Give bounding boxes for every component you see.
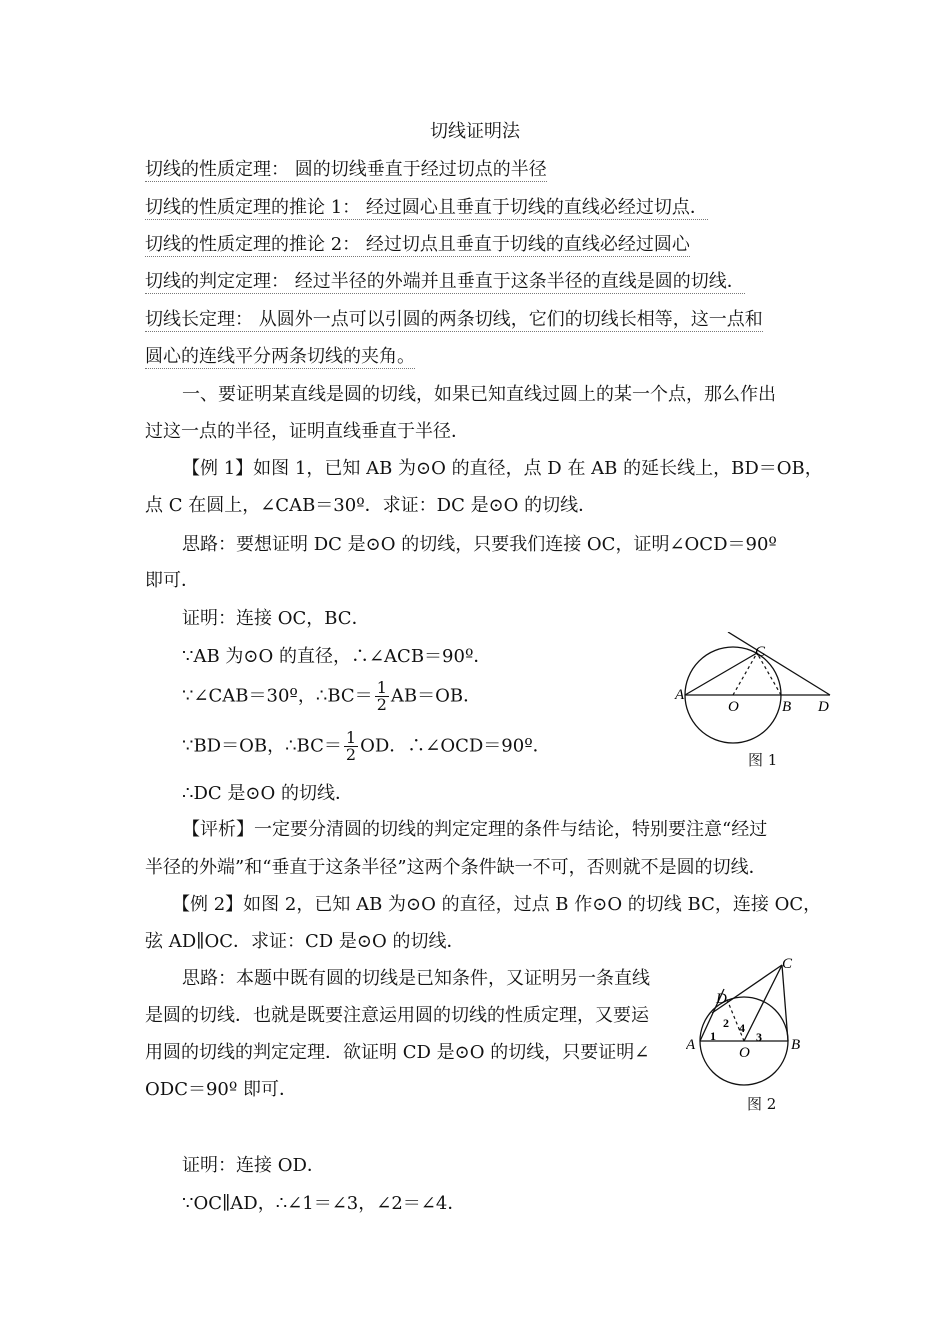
tangent-bc: [782, 965, 788, 1041]
chord-ac: [685, 653, 757, 695]
figure-2-caption: 图 2: [747, 1095, 777, 1113]
example2-line: ∵OC∥AD，∴∠1＝∠3，∠2＝∠4．: [182, 1193, 466, 1214]
example1-line: 证明：连接 OC，BC．: [182, 608, 370, 629]
figure-1-caption: 图 1: [748, 751, 778, 769]
example2-line: 是圆的切线．也就是既要注意运用圆的切线的性质定理，又要运: [145, 1005, 649, 1026]
definition-line: 圆心的连线平分两条切线的夹角。: [145, 346, 415, 367]
example2-line: ODC＝90º 即可．: [145, 1079, 298, 1100]
example2-line: 思路：本题中既有圆的切线是已知条件，又证明另一条直线: [182, 968, 650, 989]
example2-line: 【例 2】如图 2，已知 AB 为⊙O 的直径，过点 B 作⊙O 的切线 BC，连接 OC，: [172, 894, 822, 915]
example1-conclusion: ∴DC 是⊙O 的切线．: [182, 783, 353, 804]
label-c: C: [782, 956, 793, 972]
page-title: 切线证明法: [430, 121, 520, 142]
example1-line: 【例 1】如图 1，已知 AB 为⊙O 的直径，点 D 在 AB 的延长线上，BD＝OB，: [182, 458, 823, 479]
definition-line: 切线的判定定理： 经过半径的外端并且垂直于这条半径的直线是圆的切线．: [145, 271, 745, 292]
label-b: B: [782, 699, 792, 715]
label-a: A: [675, 687, 685, 703]
label-d: D: [818, 699, 829, 715]
example1-line: 即可．: [145, 570, 199, 591]
definition-line: 切线的性质定理的推论 1： 经过圆心且垂直于切线的直线必经过切点．: [145, 197, 708, 218]
example1-line: 点 C 在圆上，∠CAB＝30º．求证：DC 是⊙O 的切线．: [145, 495, 597, 516]
line-oc: [744, 965, 782, 1041]
label-b: B: [791, 1037, 801, 1053]
angle-4-label: 4: [739, 1021, 745, 1035]
example2-line: 证明：连接 OD．: [182, 1155, 325, 1176]
example2-line: 用圆的切线的判定定理．欲证明 CD 是⊙O 的切线，只要证明∠: [145, 1042, 650, 1063]
label-o: O: [728, 699, 739, 715]
figure-2-diagram: [686, 955, 806, 1090]
review-line: 半径的外端”和“垂直于这条半径”这两个条件缺一不可，否则就不是圆的切线．: [145, 857, 767, 878]
angle-1-label: 1: [710, 1029, 716, 1043]
fraction: $\frac{1}{2}$: [345, 728, 357, 764]
figure-1-diagram: [660, 632, 850, 757]
label-d: D: [716, 991, 727, 1007]
label-a: A: [686, 1037, 696, 1053]
angle-2-label: 2: [723, 1016, 729, 1030]
example1-fraction-line: ∵∠CAB＝30º，∴BC＝ $\frac{1}{2}$ AB＝OB．: [182, 678, 482, 714]
example2-line: 弦 AD∥OC．求证：CD 是⊙O 的切线．: [145, 931, 465, 952]
tangent-dc: [728, 632, 830, 695]
definition-line: 切线长定理： 从圆外一点可以引圆的两条切线，它们的切线长相等，这一点和: [145, 309, 763, 330]
review-line: 【评析】一定要分清圆的切线的判定定理的条件与结论，特别要注意“经过: [182, 819, 768, 840]
fraction: $\frac{1}{2}$: [376, 678, 387, 714]
example1-line: 思路：要想证明 DC 是⊙O 的切线，只要我们连接 OC，证明∠OCD＝90º: [182, 534, 777, 555]
example1-fraction-line: ∵BD＝OB，∴BC＝ $\frac{1}{2}$ OD．∴∠OCD＝90º．: [182, 728, 551, 764]
paragraph-line: 过这一点的半径，证明直线垂直于半径．: [145, 421, 469, 442]
label-c: C: [755, 644, 766, 660]
definition-line: 切线的性质定理： 圆的切线垂直于经过切点的半径: [145, 159, 547, 180]
paragraph-line: 一、要证明某直线是圆的切线，如果已知直线过圆上的某一个点，那么作出: [182, 384, 776, 405]
definition-line: 切线的性质定理的推论 2： 经过切点且垂直于切线的直线必经过圆心: [145, 234, 690, 255]
angle-3-label: 3: [756, 1030, 762, 1044]
label-o: O: [739, 1045, 750, 1061]
example1-line: ∵AB 为⊙O 的直径，∴∠ACB＝90º．: [182, 646, 492, 667]
